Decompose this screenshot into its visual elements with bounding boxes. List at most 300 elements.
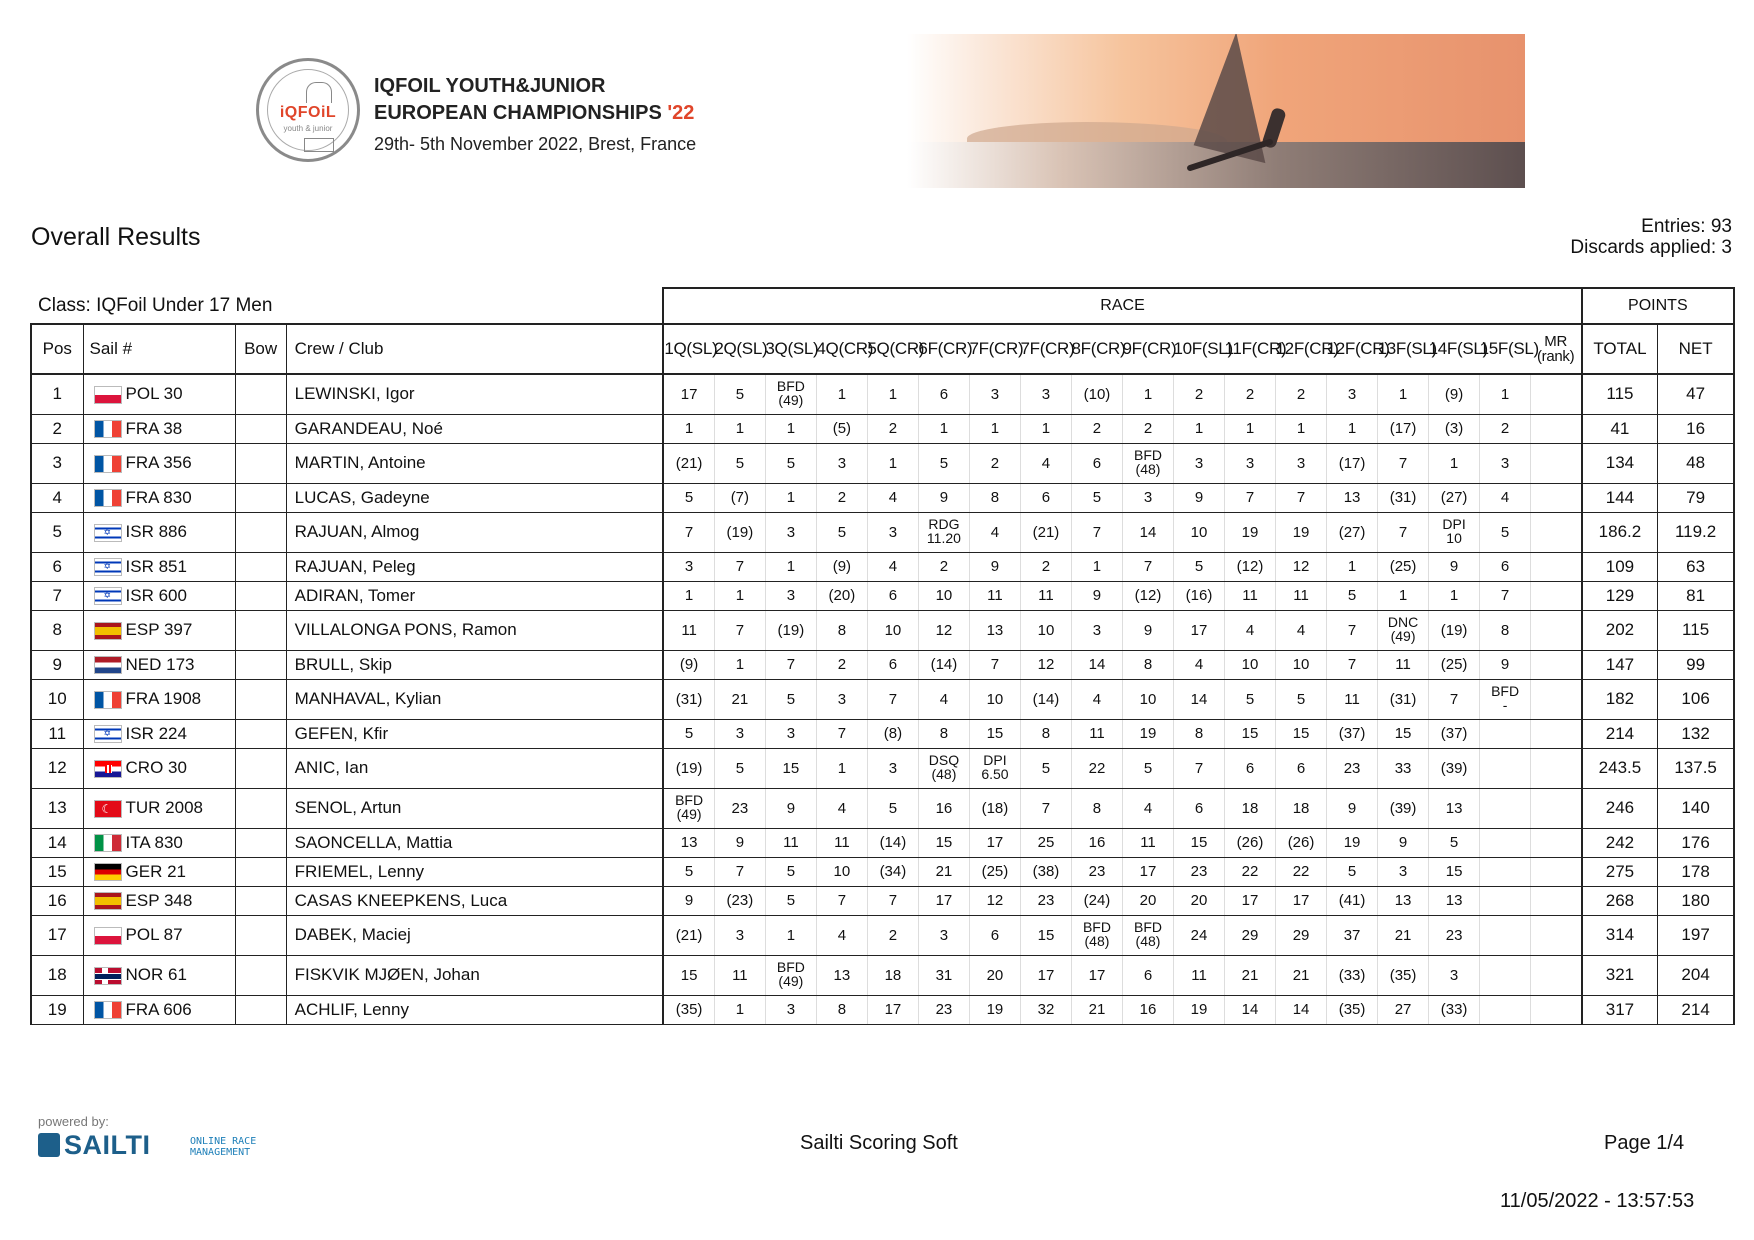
race-score: 7 [1276,483,1327,512]
country-flag-icon [94,622,122,640]
result-row [31,581,1734,610]
race-score: 9 [969,552,1020,581]
race-score: 29 [1225,915,1276,955]
race-score: 8 [1071,788,1122,828]
race-score: 22 [1225,857,1276,886]
race-score: 2 [1122,414,1173,443]
race-score: 11 [1327,679,1378,719]
race-score: 10 [1225,650,1276,679]
race-score: (25) [1429,650,1480,679]
net-points: 137.5 [1658,748,1734,788]
race-score: (12) [1122,581,1173,610]
race-score: 3 [918,915,969,955]
race-score: 10 [1020,610,1071,650]
race-score: (3) [1429,414,1480,443]
race-score: 9 [1480,650,1531,679]
race-score-penalty [1388,615,1418,643]
bow-number [235,443,286,483]
sail-number-text: CRO 30 [125,758,187,777]
sail-number-text: NED 173 [125,654,195,674]
crew-name: DABEK, Maciej [286,915,663,955]
country-flag-icon [94,386,122,404]
race-score: 1 [1327,552,1378,581]
race-score [765,955,816,995]
race-score: 1 [1174,414,1225,443]
race-score: 7 [1174,748,1225,788]
crew-name: LUCAS, Gadeyne [286,483,663,512]
race-score: 11 [1122,828,1173,857]
col-pos: Pos [31,324,83,374]
race-score: 10 [918,581,969,610]
bow-number [235,955,286,995]
race-score [1429,512,1480,552]
race-score: 17 [1071,955,1122,995]
race-score: 7 [867,886,918,915]
race-score: 8 [1174,719,1225,748]
results-summary [1570,216,1732,258]
race-score: (35) [1378,955,1429,995]
race-score [1071,915,1122,955]
race-score: 15 [969,719,1020,748]
race-score: 7 [1429,679,1480,719]
position: 3 [31,443,83,483]
sail-number-text: ITA 830 [125,832,183,852]
race-score: 7 [714,857,765,886]
points-group-header: POINTS [1582,288,1734,324]
race-score [969,748,1020,788]
penalty-score: 10 [1446,530,1462,546]
race-score: 1 [1480,374,1531,414]
race-score: (19) [765,610,816,650]
sail-number-text: NOR 61 [125,965,187,984]
net-points: 140 [1658,788,1734,828]
race-score: 1 [969,414,1020,443]
sail-number [83,679,235,719]
country-flag-icon [94,967,122,985]
race-score: 6 [1276,748,1327,788]
mr-rank [1531,443,1582,483]
race-score: (37) [1429,719,1480,748]
crew-name: ACHLIF, Lenny [286,995,663,1024]
race-score: (31) [1378,679,1429,719]
race-score: (34) [867,857,918,886]
bow-number [235,915,286,955]
col-race: 8F(CR) [1071,324,1122,374]
penalty-score: (48) [931,766,957,782]
total-points: 321 [1582,955,1658,995]
race-score: 8 [816,610,867,650]
powered-by-label: powered by: [38,1114,109,1129]
total-points: 202 [1582,610,1658,650]
race-score: 9 [1429,552,1480,581]
penalty-code: BFD [1133,447,1162,463]
col-race: 13F(SL) [1378,324,1429,374]
total-points: 275 [1582,857,1658,886]
col-race: 7F(CR) [969,324,1020,374]
race-score: (38) [1020,857,1071,886]
race-score: 5 [1020,748,1071,788]
logo-text: iQFOiL [279,104,337,121]
race-score: 5 [714,443,765,483]
race-score: 11 [816,828,867,857]
race-score [1480,748,1531,788]
race-score: 4 [1225,610,1276,650]
logo-board-icon [304,138,334,152]
race-score: 7 [714,610,765,650]
crew-name: GEFEN, Kfir [286,719,663,748]
total-points: 317 [1582,995,1658,1024]
race-score: (17) [1327,443,1378,483]
race-score: 11 [1378,650,1429,679]
race-score: 11 [663,610,714,650]
col-race: 11F(CR) [1225,324,1276,374]
race-score: (19) [663,748,714,788]
discards-applied: Discards applied: 3 [1570,237,1732,258]
penalty-code: DNC [1387,614,1419,630]
race-score: 1 [816,374,867,414]
race-score: 17 [969,828,1020,857]
race-score: (27) [1429,483,1480,512]
race-score: 7 [816,719,867,748]
race-score: 4 [918,679,969,719]
race-score: 3 [867,748,918,788]
race-score: 13 [1429,788,1480,828]
sailti-brand: SAILTI [64,1130,151,1160]
country-flag-icon [94,760,122,778]
race-score-penalty [675,793,703,821]
bow-number [235,788,286,828]
position: 9 [31,650,83,679]
race-score: 2 [867,915,918,955]
race-score: 23 [714,788,765,828]
net-points: 16 [1658,414,1734,443]
bow-number [235,719,286,748]
position: 6 [31,552,83,581]
race-score: 21 [1071,995,1122,1024]
logo-ring [267,69,349,151]
bow-number [235,414,286,443]
race-score: 29 [1276,915,1327,955]
race-score-penalty [981,753,1008,781]
race-score: 11 [714,955,765,995]
bow-number [235,512,286,552]
race-score [663,788,714,828]
race-score: 17 [918,886,969,915]
sail-number-text: GER 21 [125,861,186,881]
race-score: (19) [1429,610,1480,650]
race-score-penalty [929,753,959,781]
race-score: 8 [1480,610,1531,650]
race-score: 18 [1276,788,1327,828]
race-score: 31 [918,955,969,995]
race-score: 4 [1480,483,1531,512]
race-score: 1 [714,414,765,443]
country-flag-icon [94,558,122,576]
race-score: (31) [1378,483,1429,512]
race-score: 23 [1327,748,1378,788]
country-flag-icon [94,420,122,438]
bow-number [235,552,286,581]
race-score: 16 [918,788,969,828]
race-score: 2 [1276,374,1327,414]
penalty-score: (48) [1084,933,1110,949]
sail-number [83,443,235,483]
race-score: 2 [918,552,969,581]
net-points: 132 [1658,719,1734,748]
country-flag-icon [94,691,122,709]
race-score: 8 [918,719,969,748]
race-score: (19) [714,512,765,552]
mr-rank [1531,719,1582,748]
sail-number-text: TUR 2008 [125,798,203,817]
race-score: 15 [1225,719,1276,748]
result-row [31,828,1734,857]
race-score: 15 [1020,915,1071,955]
race-score: 9 [1327,788,1378,828]
race-score: (35) [663,995,714,1024]
position: 7 [31,581,83,610]
race-score: 19 [1174,995,1225,1024]
total-points: 243.5 [1582,748,1658,788]
sail-number-text: FRA 830 [125,487,192,507]
race-score: (12) [1225,552,1276,581]
race-score: 14 [1122,512,1173,552]
race-group-header: RACE [663,288,1581,324]
col-race: 12F(CR) [1327,324,1378,374]
race-score: 2 [816,483,867,512]
race-score-penalty [1083,920,1111,948]
race-score: 3 [816,679,867,719]
position: 8 [31,610,83,650]
total-points: 144 [1582,483,1658,512]
crew-name: FISKVIK MJØEN, Johan [286,955,663,995]
race-score: 8 [816,995,867,1024]
mr-rank [1531,788,1582,828]
result-row [31,650,1734,679]
country-flag-icon [94,587,122,605]
race-score: 3 [765,719,816,748]
race-score: 9 [714,828,765,857]
sail-number [83,581,235,610]
race-score: 1 [714,650,765,679]
race-score: 2 [1174,374,1225,414]
country-flag-icon [94,455,122,473]
net-points: 106 [1658,679,1734,719]
race-score: 7 [1327,650,1378,679]
crew-name: RAJUAN, Almog [286,512,663,552]
mr-rank [1531,995,1582,1024]
race-score [1378,610,1429,650]
penalty-code: BFD [1082,919,1111,935]
race-score: (21) [663,443,714,483]
position: 11 [31,719,83,748]
race-score: 9 [663,886,714,915]
bow-number [235,995,286,1024]
position: 10 [31,679,83,719]
race-score: 4 [1071,679,1122,719]
result-row [31,748,1734,788]
race-score-penalty [777,379,805,407]
penalty-code: BFD [675,792,704,808]
race-score: (7) [714,483,765,512]
race-score [918,512,969,552]
race-score: 5 [1480,512,1531,552]
race-score: 32 [1020,995,1071,1024]
race-score: 1 [1071,552,1122,581]
race-score: 5 [1225,679,1276,719]
race-score [1480,719,1531,748]
race-score: 7 [765,650,816,679]
race-score: (17) [1378,414,1429,443]
position: 18 [31,955,83,995]
race-score-penalty [1491,684,1519,712]
mr-rank [1531,828,1582,857]
race-score: 6 [867,581,918,610]
race-score: 5 [765,886,816,915]
race-score: 11 [1225,581,1276,610]
race-score: 6 [1480,552,1531,581]
race-score: 2 [1480,414,1531,443]
col-race: 4Q(CR) [816,324,867,374]
race-score: 1 [918,414,969,443]
crew-name: SAONCELLA, Mattia [286,828,663,857]
race-score: 6 [867,650,918,679]
race-score: 2 [969,443,1020,483]
race-score: 5 [1276,679,1327,719]
race-score: (33) [1327,955,1378,995]
sail-number [83,650,235,679]
race-score: 5 [765,679,816,719]
sailti-tagline-2: MANAGEMENT [190,1147,251,1158]
race-score: 17 [663,374,714,414]
bow-number [235,857,286,886]
race-score: 1 [1020,414,1071,443]
penalty-code: BFD [1133,919,1162,935]
race-score: 16 [1122,995,1173,1024]
race-score: 5 [1429,828,1480,857]
sail-number [83,414,235,443]
race-score: 5 [663,857,714,886]
result-row [31,915,1734,955]
col-net: NET [1658,324,1734,374]
net-points: 48 [1658,443,1734,483]
mr-rank [1531,414,1582,443]
position: 16 [31,886,83,915]
col-crew: Crew / Club [286,324,663,374]
race-score: 22 [1071,748,1122,788]
race-score: 1 [765,552,816,581]
race-score: 7 [867,679,918,719]
print-timestamp: 11/05/2022 - 13:57:53 [1500,1190,1695,1212]
col-race: 15F(SL) [1480,324,1531,374]
race-score: (39) [1429,748,1480,788]
race-score: (33) [1429,995,1480,1024]
country-flag-icon [94,524,122,542]
race-score: 9 [1378,828,1429,857]
position: 15 [31,857,83,886]
race-score: 18 [1225,788,1276,828]
race-score: (41) [1327,886,1378,915]
result-row [31,443,1734,483]
race-score: 21 [1276,955,1327,995]
sail-number [83,552,235,581]
sail-number-text: FRA 356 [125,453,192,472]
race-score: (37) [1327,719,1378,748]
col-race: 3Q(SL) [765,324,816,374]
race-score: (8) [867,719,918,748]
penalty-code: RDG [928,516,960,532]
net-points: 176 [1658,828,1734,857]
race-score [1480,955,1531,995]
crew-name: CASAS KNEEPKENS, Luca [286,886,663,915]
position: 2 [31,414,83,443]
position: 17 [31,915,83,955]
race-score: 10 [969,679,1020,719]
race-score: 5 [918,443,969,483]
race-score: (25) [1378,552,1429,581]
race-score: (21) [1020,512,1071,552]
race-score-penalty [1442,517,1465,545]
race-score: 10 [1276,650,1327,679]
race-score: 15 [1174,828,1225,857]
race-score: 12 [918,610,969,650]
penalty-score: - [1502,697,1508,713]
race-score: 11 [765,828,816,857]
race-score: 8 [1122,650,1173,679]
race-score: 37 [1327,915,1378,955]
event-banner-image [907,34,1525,188]
result-row [31,512,1734,552]
event-title-line1: IQFOIL YOUTH&JUNIOR [374,75,606,97]
race-score: (16) [1174,581,1225,610]
race-score: 7 [816,886,867,915]
sail-number [83,719,235,748]
race-score: 3 [1225,443,1276,483]
race-score: 20 [969,955,1020,995]
race-score: 3 [1429,955,1480,995]
sail-number-text: FRA 38 [125,418,183,438]
race-score: (10) [1071,374,1122,414]
race-score-penalty [1134,448,1162,476]
penalty-score: 6.50 [981,766,1009,782]
race-score: 6 [1122,955,1173,995]
bow-number [235,650,286,679]
penalty-score: (49) [676,806,702,822]
race-score: 19 [1225,512,1276,552]
race-score [1480,679,1531,719]
class-label: Class: IQFoil Under 17 Men [31,288,663,324]
sailti-tagline [190,1136,256,1158]
race-score: 10 [867,610,918,650]
race-score: 1 [765,915,816,955]
position: 13 [31,788,83,828]
event-dates: 29th- 5th November 2022, Brest, France [374,134,697,154]
race-score: 11 [1276,581,1327,610]
country-flag-icon [94,800,122,818]
sail-number-text: ESP 397 [125,620,193,639]
penalty-code: DSQ [928,752,960,768]
race-score: 11 [1174,955,1225,995]
total-points: 182 [1582,679,1658,719]
race-score: 13 [1378,886,1429,915]
result-row [31,483,1734,512]
net-points: 115 [1658,610,1734,650]
race-score: 3 [765,581,816,610]
race-score: 4 [969,512,1020,552]
race-score-penalty [927,517,961,545]
race-score: 15 [1276,719,1327,748]
race-score [1480,915,1531,955]
